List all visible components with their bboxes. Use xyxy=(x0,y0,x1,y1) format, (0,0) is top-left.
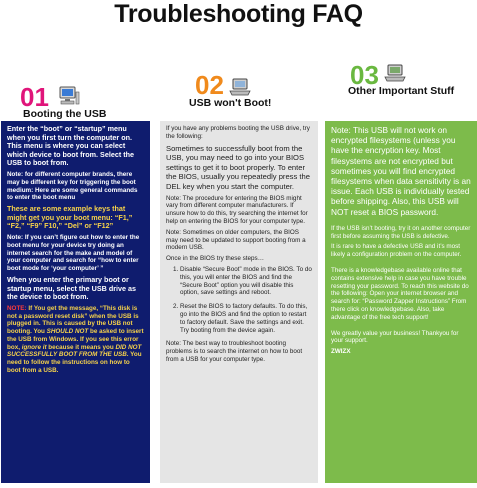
warning-emphasis: SHOULD NOT xyxy=(46,328,89,336)
note: Note: for different computer brands, there may be different key for triggering the boot medium: Here are some general commands to enter the boot menu xyxy=(7,170,138,202)
paragraph: Sometimes to successfully boot from the USB, you may need to go into your BIOS settings to get it to boot properly. To enter the BIOS, usually you repeatedly press the DEL key when you start the computer. xyxy=(166,143,310,191)
computer-icon xyxy=(58,86,80,106)
section-2-number: 02 xyxy=(195,70,224,100)
warning-text: ” when the USB is plugged in. This is caused by the USB not booting. You xyxy=(7,312,139,336)
paragraph: If you have any problems booting the USB drive, try the following: xyxy=(166,125,310,140)
note-label: NOTE: xyxy=(7,304,27,312)
section-3-subtitle: Other Important Stuff xyxy=(348,85,455,97)
section-3-number: 03 xyxy=(350,60,379,90)
paragraph: When you enter the primary boot or startup menu, select the USB drive as the device to boot from. xyxy=(7,274,137,302)
warning-text: because it means you xyxy=(46,343,116,351)
note: Note: Sometimes on older computers, the BIOS may need to be updated to support booting from a modern USB. xyxy=(166,228,306,252)
section-2-header xyxy=(195,72,224,99)
warning-text: . You need to follow the instructions on how to boot from a USB. xyxy=(7,351,142,375)
paragraph: There is a knowledgebase available online that contains extensive help in case you have trouble resetting your password. To reach this website do the following: Open your internet browser and search for: “Password Zapper Instructions” From there click on knowledgebase. Also, take advantage of the free tech support! xyxy=(331,267,469,321)
section-1-header xyxy=(20,84,49,111)
paragraph: We greatly value your business! Thankyou for your support. xyxy=(331,329,459,345)
booting-usb-panel xyxy=(1,121,150,483)
page-title: Troubleshooting FAQ xyxy=(114,0,363,28)
list-item: 1. Disable “Secure Boot” mode in the BIOS. To do this, you will enter the BIOS and find the “Secure Boot” option you will disable this option, save settings and reboot. xyxy=(180,266,312,297)
error-message-text: This disk is not a password reset disk xyxy=(7,304,138,320)
warning-text: be asked to insert the USB from Windows. If you see this error box, xyxy=(7,328,144,351)
warning-emphasis: DID NOT SUCCESSFULLY BOOT FROM THE USB xyxy=(7,343,142,359)
list-item: 2. Reset the BIOS to factory defaults. To do this, go into the BIOS and find the option to restart to factory default. Save the settings and exit. Try booting from the device again. xyxy=(180,303,312,334)
signature: ZWIZX xyxy=(331,348,351,356)
section-2-subtitle: USB won't Boot! xyxy=(189,97,272,109)
paragraph: Enter the “boot” or “startup” menu when you first turn the computer on. This menu is where you can select which device to boot from. Select the USB to boot from. xyxy=(7,124,134,168)
paragraph: If the USB isn’t booting, try it on another computer first before assuming the USB is defective. xyxy=(331,224,471,240)
warning-text: If You get the message, “ xyxy=(26,304,103,312)
highlight-text: These are some example keys that might get you your boot menu: “F1,” “F2,” “F9” F10,” “Del” or “F12” xyxy=(7,204,133,231)
warning-emphasis: ignore it xyxy=(21,343,47,351)
section-1-subtitle: Booting the USB xyxy=(23,108,107,120)
paragraph: Once in the BIOS try these steps… xyxy=(166,255,264,263)
laptop-icon xyxy=(384,64,406,82)
paragraph: Note: This USB will not work on encrypted filesystems (unless you have the encryption key. Most filesystems are not encrypted but sometimes you will find encrypted filesystems when data sensitivity is an issue. Each USB is individually tested before shipping. Also, this USB will NOT reset a BIOS password. xyxy=(331,125,471,217)
warning-note xyxy=(7,305,144,375)
note: Note: The best way to troubleshoot booting problems is to search the internet on how to boot from a USB for your computer type. xyxy=(166,340,303,363)
laptop-icon xyxy=(229,78,251,96)
other-stuff-panel xyxy=(325,121,477,483)
paragraph: It is rare to have a defective USB and it’s most likely a configuration problem on the computer. xyxy=(331,243,462,259)
usb-wont-boot-panel xyxy=(160,121,318,483)
note: Note: The procedure for entering the BIOS might vary from different computer manufacturers. If unsure how to do this, try searching the internet for help on entering the BIOS for your computer type. xyxy=(166,194,308,225)
steps-list xyxy=(166,266,312,334)
note: Note: If you can’t figure out how to enter the boot menu for your device try doing an internet search for the make and model of your computer and search for “how to enter boot mode for ‘your computer’ ” xyxy=(7,233,140,273)
section-1-number: 01 xyxy=(20,82,49,112)
